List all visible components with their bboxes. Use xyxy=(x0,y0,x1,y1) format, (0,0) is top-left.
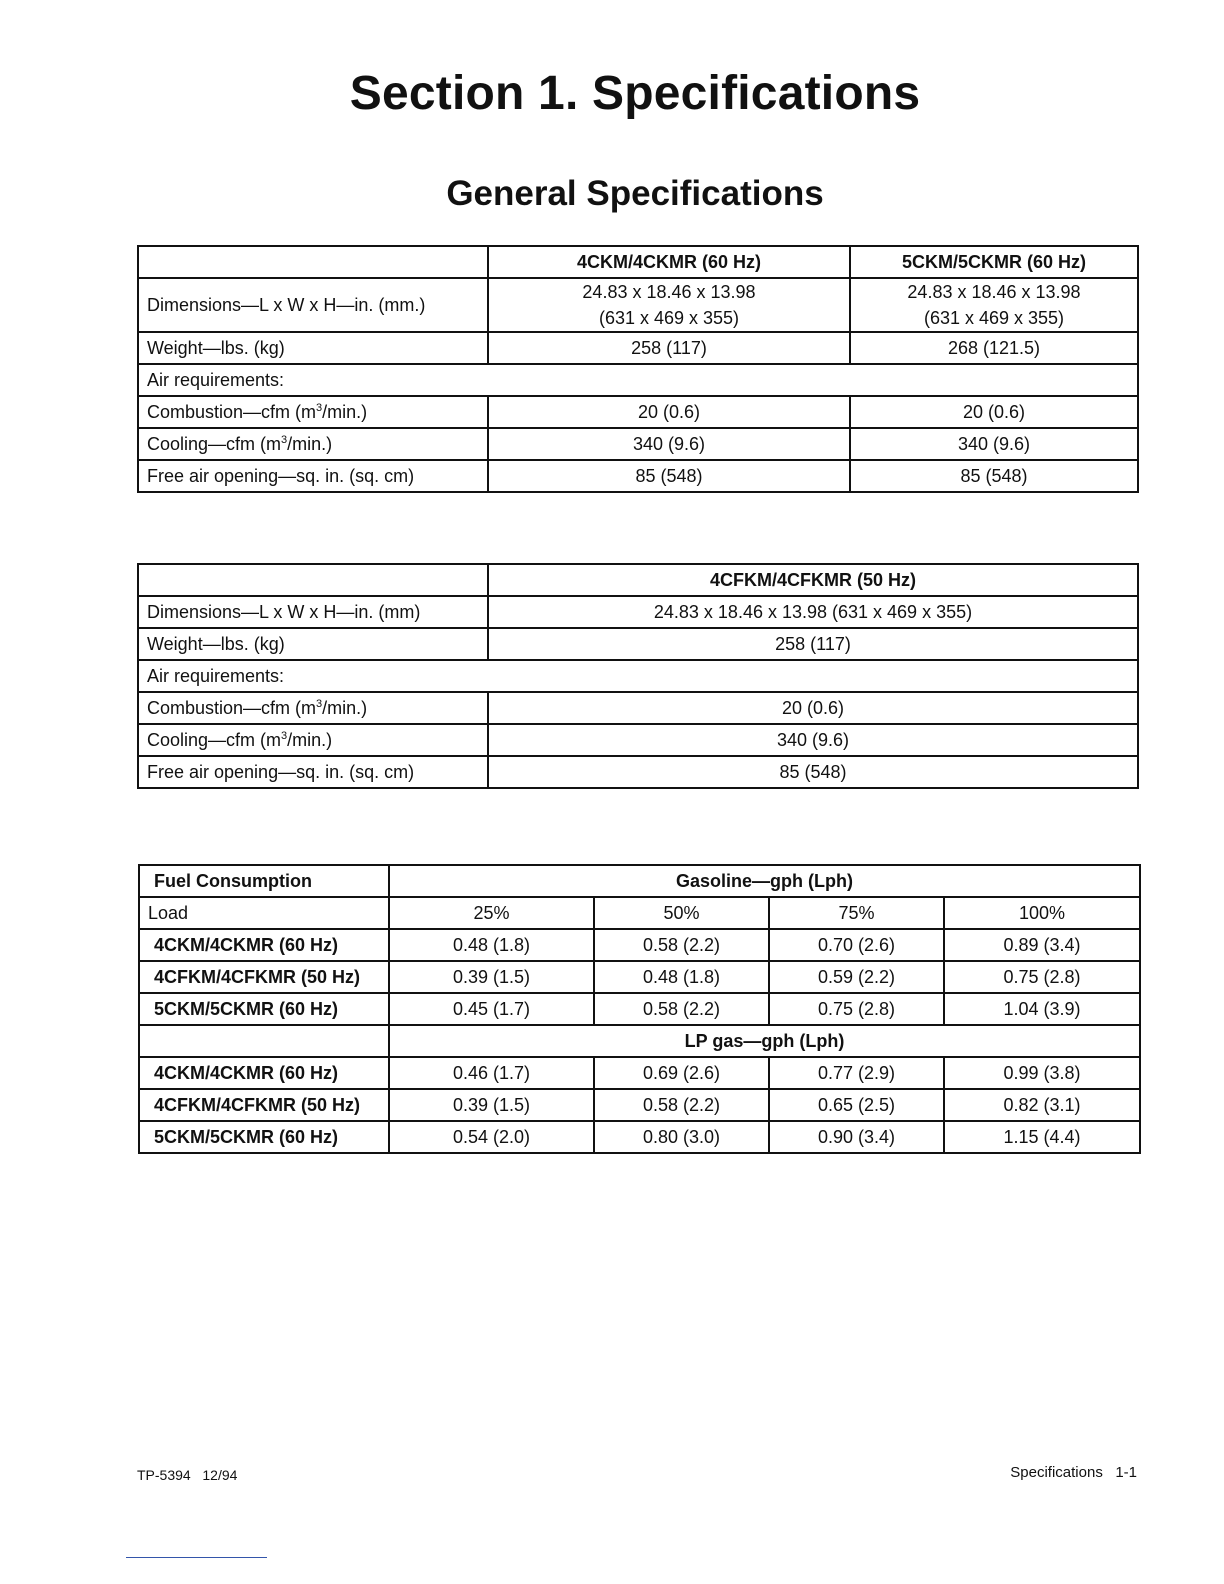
table-cell: 258 (117) xyxy=(488,628,1138,660)
table-cell: 0.54 (2.0) xyxy=(389,1121,594,1153)
spec-table-60hz xyxy=(137,245,1139,493)
superscript: 3 xyxy=(316,697,323,710)
table-row xyxy=(138,724,1138,756)
load-header: 25% xyxy=(389,897,594,929)
model-label: 4CKM/4CKMR (60 Hz) xyxy=(139,929,389,961)
table-row xyxy=(139,929,1140,961)
table-cell: 0.58 (2.2) xyxy=(594,993,769,1025)
label-text: /min.) xyxy=(322,697,368,718)
table-cell: 20 (0.6) xyxy=(488,692,1138,724)
label-text: Cooling—cfm (m xyxy=(147,433,282,454)
table-cell: 24.83 x 18.46 x 13.98 (631 x 469 x 355) xyxy=(488,596,1138,628)
table-cell: 20 (0.6) xyxy=(488,396,850,428)
model-label: 5CKM/5CKMR (60 Hz) xyxy=(139,993,389,1025)
table-row xyxy=(138,364,1138,396)
load-header: 75% xyxy=(769,897,944,929)
superscript: 3 xyxy=(281,729,288,742)
table-row xyxy=(138,660,1138,692)
label-text: Cooling—cfm (m xyxy=(147,729,282,750)
table-cell: 0.46 (1.7) xyxy=(389,1057,594,1089)
table-cell: 0.39 (1.5) xyxy=(389,961,594,993)
row-label: Free air opening—sq. in. (sq. cm) xyxy=(138,756,488,788)
bottom-divider xyxy=(126,1557,267,1558)
table-cell: 0.45 (1.7) xyxy=(389,993,594,1025)
row-label: Weight—lbs. (kg) xyxy=(138,332,488,364)
row-label xyxy=(138,692,488,724)
table-row xyxy=(138,278,1138,332)
model-label: 5CKM/5CKMR (60 Hz) xyxy=(139,1121,389,1153)
table-row xyxy=(139,1121,1140,1153)
table-title: Fuel Consumption xyxy=(139,865,389,897)
table-row xyxy=(138,428,1138,460)
cell-line: (631 x 469 x 355) xyxy=(923,308,1065,328)
table-cell: 340 (9.6) xyxy=(488,428,850,460)
table-cell: 85 (548) xyxy=(850,460,1138,492)
table-cell xyxy=(488,278,850,332)
table-cell: 0.99 (3.8) xyxy=(944,1057,1140,1089)
load-label: Load xyxy=(139,897,389,929)
table-cell: 0.48 (1.8) xyxy=(389,929,594,961)
table-row xyxy=(138,628,1138,660)
table-row xyxy=(138,332,1138,364)
table-row xyxy=(138,246,1138,278)
model-label: 4CFKM/4CFKMR (50 Hz) xyxy=(139,1089,389,1121)
model-label: 4CFKM/4CFKMR (50 Hz) xyxy=(139,961,389,993)
label-text: /min.) xyxy=(287,729,333,750)
table-cell: 0.90 (3.4) xyxy=(769,1121,944,1153)
footer-page-number: Specifications 1-1 xyxy=(1010,1464,1137,1481)
table-cell-empty xyxy=(139,1025,389,1057)
column-header: 4CFKM/4CFKMR (50 Hz) xyxy=(488,564,1138,596)
load-header: 100% xyxy=(944,897,1140,929)
table-cell-empty xyxy=(138,246,488,278)
table-cell: 0.39 (1.5) xyxy=(389,1089,594,1121)
spec-table-50hz xyxy=(137,563,1139,789)
table-cell: 20 (0.6) xyxy=(850,396,1138,428)
cell-line: 24.83 x 18.46 x 13.98 xyxy=(907,282,1081,302)
table-row xyxy=(139,1089,1140,1121)
row-label: Air requirements: xyxy=(138,660,1138,692)
row-label xyxy=(138,724,488,756)
table-row xyxy=(138,692,1138,724)
table-cell: 85 (548) xyxy=(488,460,850,492)
table-cell: 0.70 (2.6) xyxy=(769,929,944,961)
fuel-consumption-table xyxy=(138,864,1141,1154)
table-cell: 0.89 (3.4) xyxy=(944,929,1140,961)
table-cell: 0.77 (2.9) xyxy=(769,1057,944,1089)
gasoline-header: Gasoline—gph (Lph) xyxy=(389,865,1140,897)
table-row xyxy=(139,1025,1140,1057)
table-cell: 1.15 (4.4) xyxy=(944,1121,1140,1153)
row-label xyxy=(138,396,488,428)
table-row xyxy=(138,460,1138,492)
label-text: Combustion—cfm (m xyxy=(147,401,317,422)
superscript: 3 xyxy=(316,401,323,414)
row-label: Dimensions—L x W x H—in. (mm) xyxy=(138,596,488,628)
general-specifications-heading: General Specifications xyxy=(446,174,824,213)
table-cell xyxy=(850,278,1138,332)
table-cell: 340 (9.6) xyxy=(488,724,1138,756)
row-label: Dimensions—L x W x H—in. (mm.) xyxy=(138,278,488,332)
cell-line: 24.83 x 18.46 x 13.98 xyxy=(582,282,756,302)
table-row xyxy=(139,897,1140,929)
label-text: Combustion—cfm (m xyxy=(147,697,317,718)
table-row xyxy=(139,1057,1140,1089)
table-row xyxy=(138,596,1138,628)
table-cell: 0.69 (2.6) xyxy=(594,1057,769,1089)
column-header: 4CKM/4CKMR (60 Hz) xyxy=(488,246,850,278)
table-cell: 258 (117) xyxy=(488,332,850,364)
table-cell: 0.48 (1.8) xyxy=(594,961,769,993)
row-label: Free air opening—sq. in. (sq. cm) xyxy=(138,460,488,492)
table-row xyxy=(138,396,1138,428)
load-header: 50% xyxy=(594,897,769,929)
table-cell: 0.80 (3.0) xyxy=(594,1121,769,1153)
table-cell: 1.04 (3.9) xyxy=(944,993,1140,1025)
table-row xyxy=(139,993,1140,1025)
row-label xyxy=(138,428,488,460)
table-cell: 0.58 (2.2) xyxy=(594,1089,769,1121)
table-row xyxy=(139,961,1140,993)
table-cell-empty xyxy=(138,564,488,596)
superscript: 3 xyxy=(281,433,288,446)
table-cell: 0.75 (2.8) xyxy=(769,993,944,1025)
table-cell: 0.65 (2.5) xyxy=(769,1089,944,1121)
table-row xyxy=(138,756,1138,788)
table-row xyxy=(139,865,1140,897)
footer-doc-id: TP-5394 12/94 xyxy=(137,1467,238,1483)
table-cell: 0.59 (2.2) xyxy=(769,961,944,993)
cell-line: (631 x 469 x 355) xyxy=(598,308,740,328)
row-label: Weight—lbs. (kg) xyxy=(138,628,488,660)
table-row xyxy=(138,564,1138,596)
lp-gas-header: LP gas—gph (Lph) xyxy=(389,1025,1140,1057)
table-cell: 340 (9.6) xyxy=(850,428,1138,460)
table-cell: 85 (548) xyxy=(488,756,1138,788)
table-cell: 0.82 (3.1) xyxy=(944,1089,1140,1121)
table-cell: 0.75 (2.8) xyxy=(944,961,1140,993)
section-title: Section 1. Specifications xyxy=(349,67,921,120)
model-label: 4CKM/4CKMR (60 Hz) xyxy=(139,1057,389,1089)
label-text: /min.) xyxy=(287,433,333,454)
row-label: Air requirements: xyxy=(138,364,1138,396)
label-text: /min.) xyxy=(322,401,368,422)
table-cell: 0.58 (2.2) xyxy=(594,929,769,961)
column-header: 5CKM/5CKMR (60 Hz) xyxy=(850,246,1138,278)
table-cell: 268 (121.5) xyxy=(850,332,1138,364)
